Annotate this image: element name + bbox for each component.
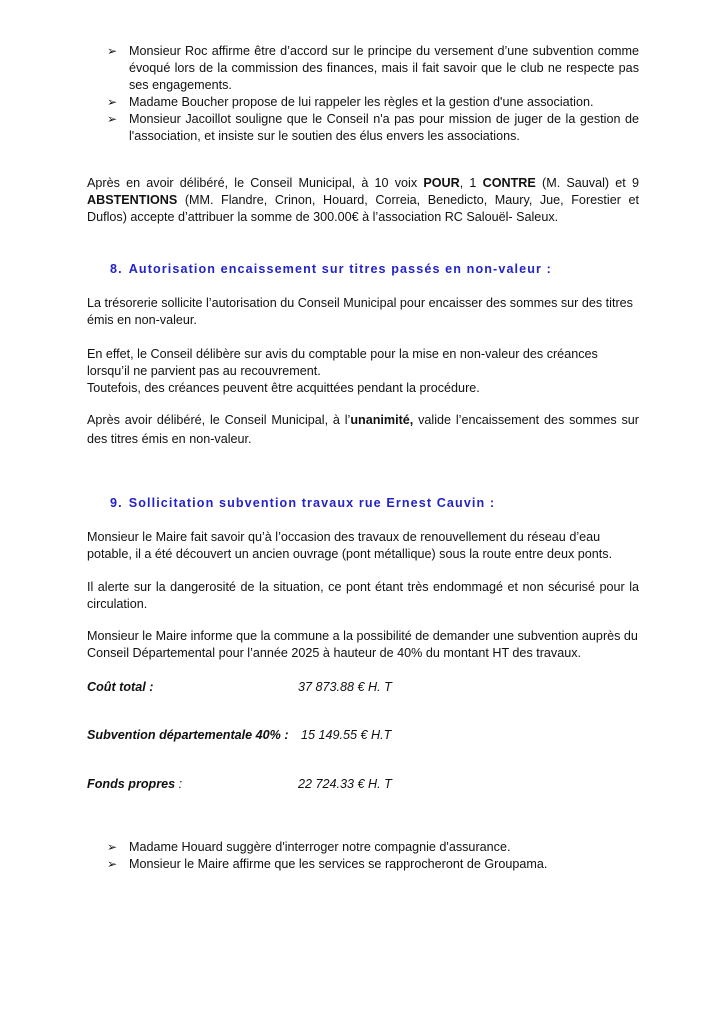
- cost-value: 15 149.55 € H.T: [301, 728, 392, 742]
- bullet-text: Monsieur le Maire affirme que les services se rapprocheront de Groupama.: [129, 857, 548, 871]
- list-item: [107, 43, 639, 94]
- list-item: [107, 94, 639, 111]
- section-number: 8.: [110, 262, 123, 276]
- cost-value: 22 724.33 € H. T: [298, 777, 392, 791]
- section-9-heading: [110, 496, 495, 510]
- text-run: (M. Sauval) et 9: [535, 176, 639, 190]
- vote-abstentions: ABSTENTIONS: [87, 193, 178, 207]
- paragraph: Monsieur le Maire fait savoir qu’à l’occasion des travaux de renouvellement du réseau d’eau potable, il a été découvert un ancien ouvrage (pont métallique) sous la route entre deux ponts.: [87, 530, 613, 561]
- bullet-text: Madame Houard suggère d'interroger notre compagnie d'assurance.: [129, 840, 511, 854]
- vote-pour: POUR: [423, 176, 460, 190]
- label-text: Subvention départementale 40% :: [87, 728, 289, 742]
- paragraph: Il alerte sur la dangerosité de la situation, ce pont étant très endommagé et non sécurisé pour la circulation.: [87, 580, 639, 611]
- list-item: [107, 839, 639, 856]
- section-title: Autorisation encaissement sur titres passés en non-valeur :: [128, 262, 552, 276]
- arrow-bullet-icon: ➢: [107, 857, 118, 871]
- text-run: Après avoir délibéré, le Conseil Municipal, à l’: [87, 413, 351, 427]
- paragraph: Toutefois, des créances peuvent être acquittées pendant la procédure.: [87, 381, 480, 395]
- section-title: Sollicitation subvention travaux rue Ernest Cauvin :: [128, 496, 496, 510]
- text-run: , 1: [459, 176, 483, 190]
- bottom-bullet-list: [107, 839, 639, 873]
- arrow-bullet-icon: ➢: [107, 112, 118, 126]
- unanimity-paragraph: [87, 411, 639, 449]
- cost-label: [87, 728, 289, 742]
- text-run: valide l’encaissement des sommes sur des titres émis en non-valeur.: [87, 413, 639, 446]
- list-item: [107, 111, 639, 145]
- list-item: [107, 856, 639, 873]
- bullet-text: Monsieur Roc affirme être d’accord sur le principe du versement d’une subvention comme évoqué lors de la commission des finances, mais il fait savoir que le club ne respecte pas ses engagements.: [129, 44, 639, 92]
- unanimity-bold: unanimité,: [350, 413, 414, 427]
- arrow-bullet-icon: ➢: [107, 44, 118, 58]
- vote-contre: CONTRE: [482, 176, 536, 190]
- top-bullet-list: [107, 43, 639, 145]
- cost-value: 37 873.88 € H. T: [298, 680, 392, 694]
- cost-label: [87, 680, 153, 694]
- bullet-text: Monsieur Jacoillot souligne que le Conseil n'a pas pour mission de juger de la gestion de l'association, et insiste sur le soutien des élus envers les associations.: [129, 112, 639, 143]
- arrow-bullet-icon: ➢: [107, 95, 118, 109]
- paragraph: En effet, le Conseil délibère sur avis du comptable pour la mise en non-valeur des créances lorsqu’il ne parvient pas au recouvrement.: [87, 347, 598, 378]
- label-text: Fonds propres: [87, 777, 176, 791]
- section-8-heading: [110, 262, 552, 276]
- paragraph: La trésorerie sollicite l’autorisation du Conseil Municipal pour encaisser des sommes sur des titres émis en non-valeur.: [87, 296, 633, 327]
- label-text: Coût total :: [87, 680, 154, 694]
- section-number: 9.: [110, 496, 123, 510]
- text-run: (MM. Flandre, Crinon, Houard, Correia, Benedicto, Maury, Jue, Forestier et Duflos) accepte d’attribuer la somme de 300.00€ à l’association RC Salouël- Saleux.: [87, 193, 639, 224]
- vote-paragraph: [87, 175, 639, 226]
- label-colon: :: [175, 777, 183, 791]
- arrow-bullet-icon: ➢: [107, 840, 118, 854]
- text-run: Après en avoir délibéré, le Conseil Municipal, à 10 voix: [87, 176, 424, 190]
- paragraph: Monsieur le Maire informe que la commune a la possibilité de demander une subvention auprès du Conseil Départemental pour l’année 2025 à hauteur de 40% du montant HT des travaux.: [87, 629, 638, 660]
- cost-label: [87, 777, 182, 791]
- bullet-text: Madame Boucher propose de lui rappeler les règles et la gestion d'une association.: [129, 95, 594, 109]
